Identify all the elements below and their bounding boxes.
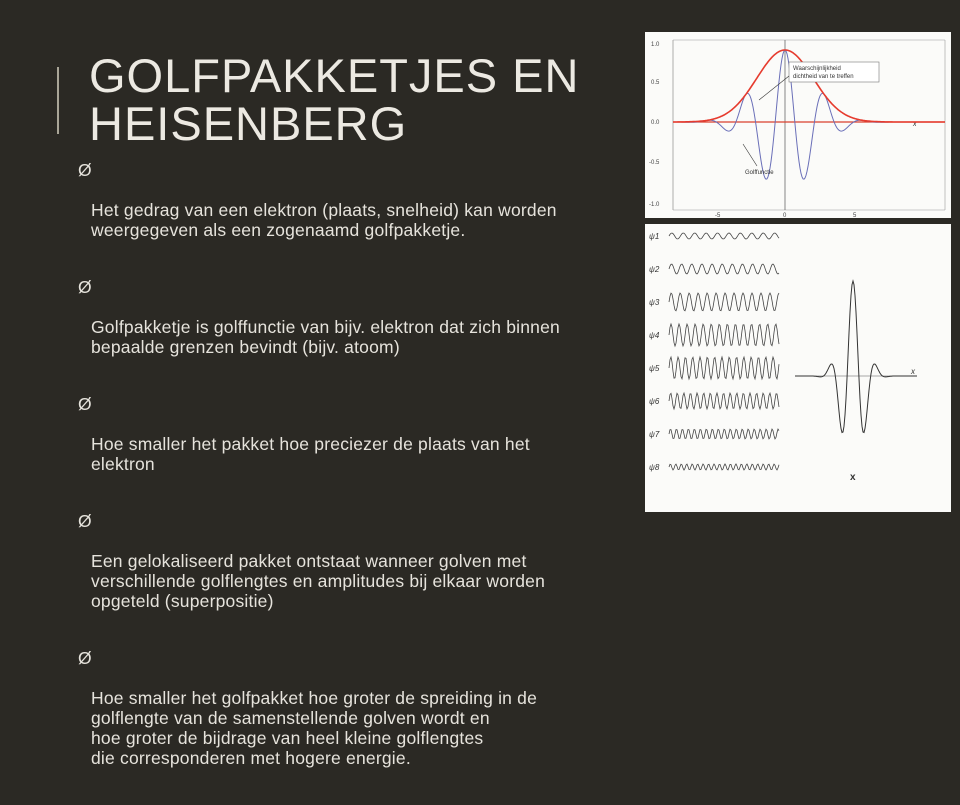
probability-envelope-curve (673, 50, 945, 122)
y-tick-label: 0.5 (651, 80, 660, 86)
arrow-bullet-icon: Ø (78, 394, 92, 414)
axis-label: x (911, 367, 915, 376)
arrow-bullet-icon: Ø (78, 160, 92, 180)
bullet-text: Hoe smaller het pakket hoe preciezer de plaats van het elektron (91, 434, 530, 474)
component-wave (669, 357, 779, 379)
component-wave (669, 464, 779, 470)
title-accent-bar (57, 67, 59, 134)
probability-label: Waarschijnlijkheid (793, 66, 841, 72)
component-wave (669, 233, 779, 239)
probability-label: dichtheid van te treffen (793, 74, 854, 80)
component-wave (669, 264, 779, 274)
y-tick-label: 1.0 (651, 42, 660, 48)
component-wave (669, 293, 779, 311)
bullet-text: Golfpakketje is golffunctie van bijv. elektron dat zich binnen bepaalde grenzen bevindt (bijv. atoom) (91, 317, 560, 357)
y-tick-label: -1.0 (649, 202, 660, 208)
psi-label: ψ6 (649, 397, 660, 406)
psi-label: ψ8 (649, 463, 660, 472)
x-tick-label: 5 (853, 213, 857, 218)
superposition-plot (645, 224, 951, 512)
wave-packet-plot (645, 32, 951, 218)
bullet-text: Een gelokaliseerd pakket ontstaat wanneer golven met verschillende golflengtes en amplitudes bij elkaar worden opgeteld (superpositie) (91, 551, 546, 611)
superposition-curve (795, 281, 917, 433)
bullet-item (78, 160, 678, 260)
psi-label: ψ5 (649, 364, 660, 373)
psi-label: ψ2 (649, 265, 660, 274)
bullet-item (78, 648, 678, 788)
bullet-item (78, 394, 678, 494)
arrow-bullet-icon: Ø (78, 648, 92, 668)
bullet-item (78, 511, 678, 631)
y-tick-label: -0.5 (649, 160, 660, 166)
slide-title: GOLFPAKKETJES EN HEISENBERG (89, 49, 580, 150)
bullet-list (78, 160, 678, 805)
component-wave-group (649, 232, 779, 472)
x-tick-label: 0 (783, 213, 787, 218)
psi-label: ψ1 (649, 232, 660, 241)
x-axis-label: x (913, 121, 917, 128)
annotation-pointer (759, 76, 789, 100)
psi-label: ψ3 (649, 298, 660, 307)
psi-label: ψ4 (649, 331, 660, 340)
component-wave (669, 324, 779, 346)
bullet-text: Hoe smaller het golfpakket hoe groter de spreiding in de golflengte van de samenstellende golven wordt en hoe groter de bijdrage van heel kleine golflengtes die corresponderen met hogere energie. (91, 688, 538, 768)
arrow-bullet-icon: Ø (78, 277, 92, 297)
arrow-bullet-icon: Ø (78, 511, 92, 531)
superposition-figure (645, 224, 951, 512)
x-tick-label: -5 (715, 213, 721, 218)
wavefunction-label: Golffunctie (745, 170, 774, 176)
annotation-pointer (743, 144, 757, 166)
component-wave (669, 393, 779, 409)
result-label: x (850, 472, 856, 483)
component-wave (669, 429, 779, 439)
y-tick-label: 0.0 (651, 120, 660, 126)
psi-label: ψ7 (649, 430, 660, 439)
wave-packet-figure (645, 32, 951, 218)
bullet-item (78, 277, 678, 377)
bullet-text: Het gedrag van een elektron (plaats, snelheid) kan worden weergegeven als een zogenaamd golfpakketje. (91, 200, 557, 240)
